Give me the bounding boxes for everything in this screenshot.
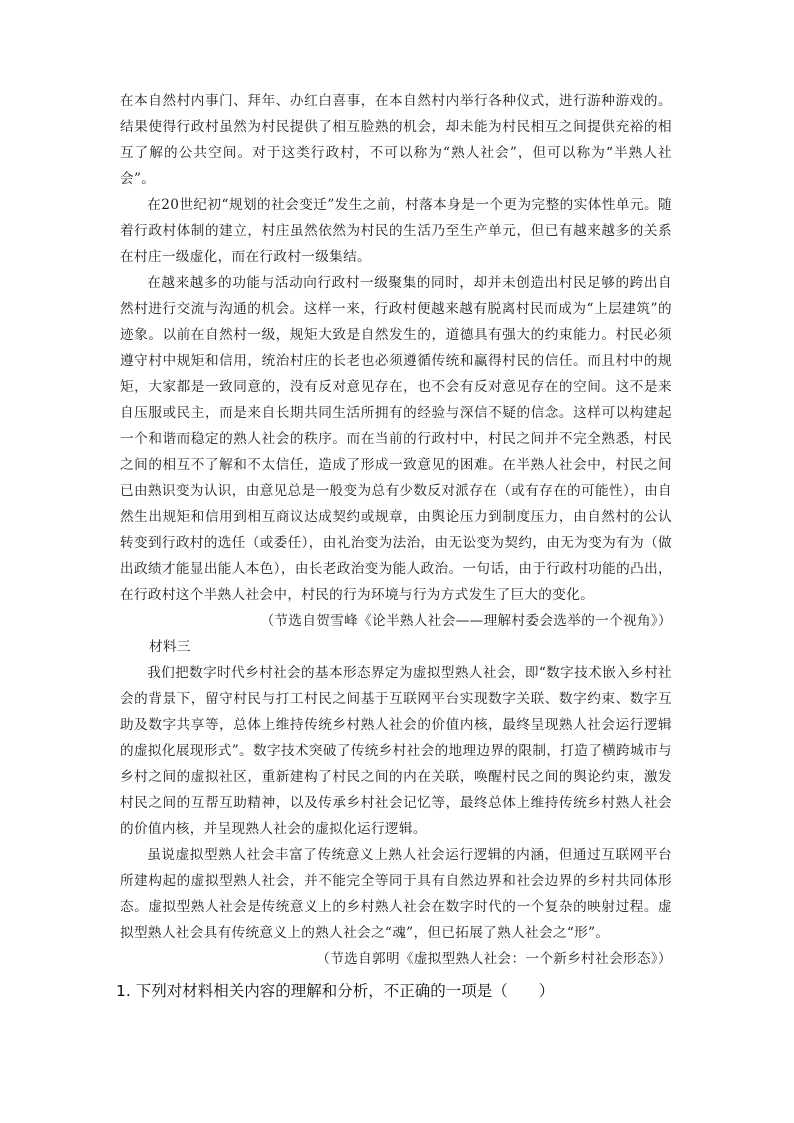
- source-citation-2: （节选自郭明《虚拟型熟人社会：一个新乡村社会形态》）: [316, 951, 672, 967]
- paragraph-4: 虽说虚拟型熟人社会丰富了传统意义上熟人社会运行逻辑的内涵，但通过互联网平台所建构起的虚拟型熟人社会，并不能完全等同于具有自然边界和社会边界的乡村共同体形态。虚拟型熟人社会是传统意义上的乡村熟人社会在数字时代的一个复杂的映射过程。虚拟型熟人社会具有传统意义上的熟人社会之“魂”，但已拓展了熟人社会之“形”。: [120, 847, 672, 941]
- paragraph-intro: 在本自然村内事门、拜年、办红白喜事，在本自然村内举行各种仪式，进行游种游戏的。结果使得行政村虽然为村民提供了相互脸熟的机会，却未能为村民相互之间提供充裕的相互了解的公共空间。对于这类行政村，不可以称为“熟人社会”，但可以称为“半熟人社会”。: [120, 93, 672, 187]
- paragraph-1: 在20世纪初“规划的社会变迁”发生之前，村落本身是一个更为完整的实体性单元。随着行政村体制的建立，村庄虽然依然为村民的生活乃至生产单元，但已有越来越多的关系在村庄一级虚化，而在行政村一级集结。: [120, 197, 672, 265]
- section-heading-material-3: 材料三: [149, 639, 191, 655]
- paragraph-3: 我们把数字时代乡村社会的基本形态界定为虚拟型熟人社会，即“数字技术嵌入乡村社会的背景下，留守村民与打工村民之间基于互联网平台实现数字关联、数字约束、数字互助及数字共享等，总体上维持传统乡村熟人社会的价值内核，最终呈现熟人社会运行逻辑的虚拟化展现形式”。数字技术突破了传统乡村社会的地理边界的限制，打造了横跨城市与乡村之间的虚拟社区，重新建构了村民之间的内在关联，唤醒村民之间的舆论约束，激发村民之间的互帮互助精神，以及传承乡村社会记忆等，最终总体上维持传统乡村熟人社会的价值内核，并呈现熟人社会的虚拟化运行逻辑。: [120, 665, 672, 837]
- document-body: [116, 88, 672, 1004]
- paragraph-2: 在越来越多的功能与活动向行政村一级聚集的同时，却并未创造出村民足够的跨出自然村进行交流与沟通的机会。这样一来，行政村便越来越有脱离村民而成为“上层建筑”的迹象。以前在自然村一级，规矩大致是自然发生的，道德具有强大的约束能力。村民必须遵守村中规矩和信用，统治村庄的长老也必须遵循传统和赢得村民的信任。而且村中的规矩，大家都是一致同意的，没有反对意见存在，也不会有反对意见存在的空间。这不是来自压服或民主，而是来自长期共同生活所拥有的经验与深信不疑的信念。这样可以构建起一个和谐而稳定的熟人社会的秩序。而在当前的行政村中，村民之间并不完全熟悉，村民之间的相互不了解和不太信任，造成了形成一致意见的困难。在半熟人社会中，村民之间已由熟识变为认识，由意见总是一般变为总有少数反对派存在（或有存在的可能性），由自然生出规矩和信用到相互商议达成契约或规章，由舆论压力到制度压力，由自然村的公认转变到行政村的选任（或委任），由礼治变为法治，由无讼变为契约，由无为变为有为（做出政绩才能显出能人本色），由长老政治变为能人政治。一句话，由于行政村功能的凸出，在行政村这个半熟人社会中，村民的行为环境与行为方式发生了巨大的变化。: [120, 275, 672, 603]
- question-1: 1. 下列对材料相关内容的理解和分析，不正确的一项是（ ）: [116, 982, 555, 1000]
- source-citation-1: （节选自贺雪峰《论半熟人社会——理解村委会选举的一个视角》）: [260, 613, 672, 629]
